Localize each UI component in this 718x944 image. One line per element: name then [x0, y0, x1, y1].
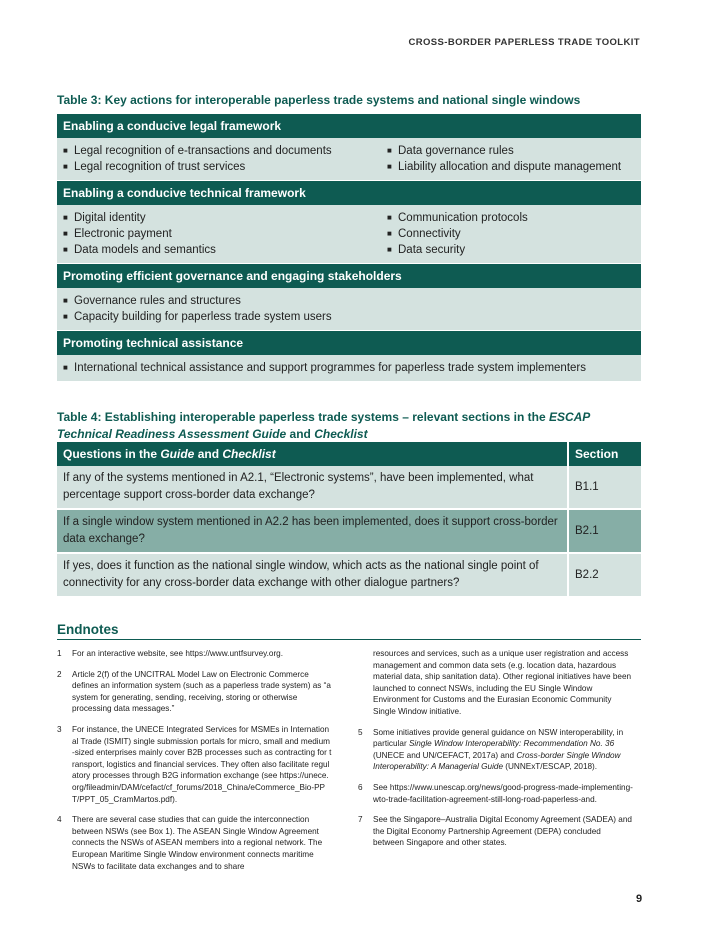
column-header-questions: Questions in the Guide and Checklist: [57, 442, 568, 466]
endnotes-right-column: [358, 648, 633, 858]
list-item: ■ Legal recognition of trust services: [63, 161, 246, 173]
endnote: 4 There are several case studies that can guide the interconnection between NSWs (see Box 1). The ASEAN Single Window Agreement connects the NSWs of ASEAN members into a regional network. The European Maritime Single Window environment connects maritime NSWs to facilitate data exchanges and to share: [57, 815, 323, 871]
bullet-icon: ■: [63, 363, 68, 372]
endnote-continuation: resources and services, such as a unique user registration and access management and common data sets (e.g. location data, hazardous material data, ship sanitation data). Other regional initiatives have been launched to connect NSWs, including the EU Single Window Environment for Customs and the Eurasian Economic Community Single Window initiative.: [373, 649, 632, 716]
table-4: [57, 442, 641, 598]
table-3-title: Table 3: Key actions for interoperable paperless trade systems and national single windows: [57, 93, 581, 107]
endnote: 7 See the Singapore–Australia Digital Economy Agreement (SADEA) and the Digital Economy Partnership Agreement (DEPA) concluded between Singapore and other states.: [358, 815, 632, 848]
endnotes-left-column: [57, 648, 332, 881]
table-3-section-body: [57, 205, 641, 264]
bullet-icon: ■: [387, 162, 392, 171]
endnote: 2 Article 2(f) of the UNCITRAL Model Law on Electronic Commerce defines an information system (such as a paperless trade system) as “a system for generating, sending, receiving, storing or otherwise processing data messages.”: [57, 669, 331, 714]
section-cell: B2.2: [568, 553, 641, 597]
table-3-section-heading: Promoting efficient governance and engaging stakeholders: [57, 264, 641, 288]
section-cell: B2.1: [568, 509, 641, 553]
bullet-icon: ■: [387, 213, 392, 222]
list-item: ■ Communication protocols: [387, 212, 528, 224]
table-row: [57, 509, 641, 553]
section-cell: B1.1: [568, 466, 641, 509]
question-cell: If any of the systems mentioned in A2.1, “Electronic systems”, have been implemented, what percentage support cross-border data exchange?: [57, 466, 568, 509]
table-3-section-body: [57, 355, 641, 382]
list-item: ■ Data governance rules: [387, 145, 514, 157]
table-3-section-heading: Enabling a conducive technical framework: [57, 181, 641, 205]
question-cell: If yes, does it function as the national single window, which acts as the national single point of connectivity for any cross-border data exchange with other dialogue partners?: [57, 553, 568, 597]
endnote: 3 For instance, the UNECE Integrated Services for MSMEs in International Trade (ISMIT) single submission portals for micro, small and medium-sized enterprises mainly cover B2B processes such as contracting for transport, logistics and financial services. They often also facilitate regulatory processes through B2G information exchange (see https://unece.org/fileadmin/DAM/cefact/cf_forums/2018_China/eCommerce_Bio-PPT/PPT_05_CramMartos.pdf).: [57, 724, 332, 804]
bullet-icon: ■: [63, 229, 68, 238]
list-item: ■ Legal recognition of e-transactions and documents: [63, 145, 332, 157]
bullet-icon: ■: [63, 296, 68, 305]
bullet-icon: ■: [387, 245, 392, 254]
endnote: 1 For an interactive website, see https://www.untfsurvey.org.: [57, 649, 283, 658]
table-3-section-heading: Promoting technical assistance: [57, 331, 641, 355]
page-number: 9: [636, 893, 643, 905]
endnotes-heading: Endnotes: [57, 622, 119, 637]
endnote: 6 See https://www.unescap.org/news/good-progress-made-implementing-wto-trade-facilitation-agreement-still-long-road-paperless-and.: [358, 782, 633, 804]
table-row: [57, 466, 641, 509]
bullet-icon: ■: [63, 146, 68, 155]
endnotes-divider: [57, 639, 641, 640]
bullet-icon: ■: [63, 162, 68, 171]
endnote: 5 Some initiatives provide general guidance on NSW interoperability, in particular Single Window Interoperability: Recommendation No. 36 (UNECE and UN/CEFACT, 2017a) and Cross-border Single Window Interoperability: A Managerial Guide (UNNExT/ESCAP, 2018).: [358, 727, 624, 772]
bullet-icon: ■: [387, 229, 392, 238]
list-item: ■ Data models and semantics: [63, 244, 216, 256]
bullet-icon: ■: [63, 245, 68, 254]
column-header-section: Section: [568, 442, 641, 466]
table-3: [57, 114, 641, 382]
question-cell: If a single window system mentioned in A2.2 has been implemented, does it support cross-border data exchange?: [57, 509, 568, 553]
list-item: ■ Governance rules and structures: [63, 295, 241, 307]
list-item: ■ Electronic payment: [63, 228, 172, 240]
list-item: ■ Capacity building for paperless trade system users: [63, 311, 332, 323]
list-item: ■ Data security: [387, 244, 466, 256]
bullet-icon: ■: [387, 146, 392, 155]
table-row: [57, 553, 641, 597]
running-header: CROSS-BORDER PAPERLESS TRADE TOOLKIT: [408, 37, 640, 48]
list-item: ■ International technical assistance and support programmes for paperless trade system implementers: [63, 362, 586, 374]
table-3-section-body: [57, 138, 641, 181]
list-item: ■ Connectivity: [387, 228, 461, 240]
bullet-icon: ■: [63, 213, 68, 222]
table-3-section-heading: Enabling a conducive legal framework: [57, 114, 641, 138]
list-item: ■ Digital identity: [63, 212, 146, 224]
table-4-title: Table 4: Establishing interoperable paperless trade systems – relevant sections in the ESCAP Technical Readiness Assessment Guide and Checklist: [57, 410, 590, 441]
list-item: ■ Liability allocation and dispute management: [387, 161, 622, 173]
bullet-icon: ■: [63, 312, 68, 321]
table-3-section-body: [57, 288, 641, 331]
